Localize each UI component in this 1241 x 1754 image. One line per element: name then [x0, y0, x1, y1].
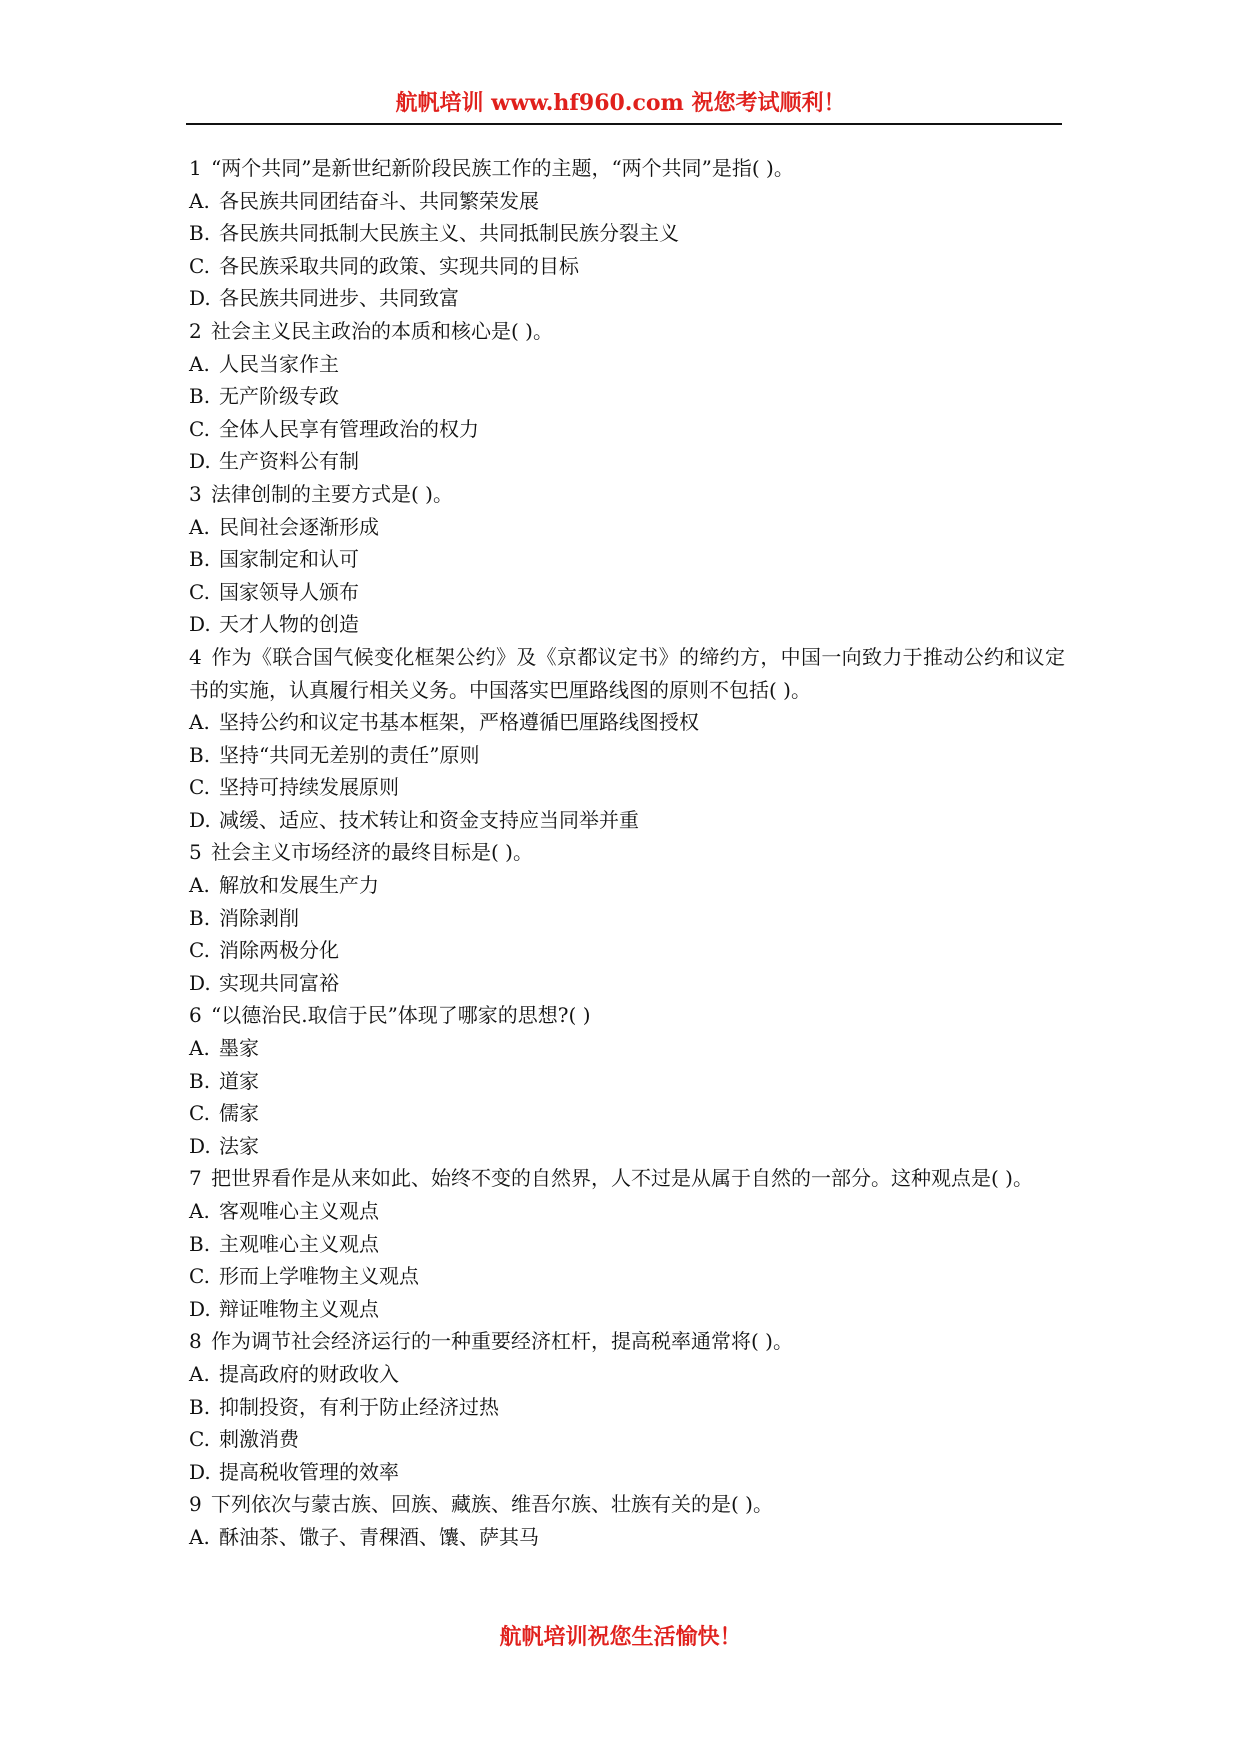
- question-5: [189, 836, 1065, 999]
- question-text: [189, 999, 1065, 1032]
- question-8: [189, 1325, 1065, 1488]
- option-b: [189, 739, 1065, 772]
- option-text: 墨家: [219, 1036, 259, 1061]
- option-letter: D.: [189, 449, 211, 474]
- question-number: 3: [189, 481, 202, 506]
- option-letter: B.: [189, 1394, 211, 1419]
- option-d: [189, 1130, 1065, 1163]
- option-b: [189, 1391, 1065, 1424]
- option-a: [189, 511, 1065, 544]
- option-a: [189, 869, 1065, 902]
- option-letter: B.: [189, 1231, 211, 1256]
- question-stem: 下列依次与蒙古族、回族、藏族、维吾尔族、壮族有关的是( )。: [211, 1492, 773, 1517]
- option-c: [189, 771, 1065, 804]
- option-text: 国家制定和认可: [219, 547, 359, 572]
- option-letter: D.: [189, 1459, 211, 1484]
- option-letter: C.: [189, 938, 210, 963]
- option-text: 各民族共同抵制大民族主义、共同抵制民族分裂主义: [219, 221, 679, 246]
- option-c: [189, 1260, 1065, 1293]
- question-number: 7: [189, 1166, 202, 1191]
- question-number: 8: [189, 1329, 202, 1354]
- option-text: 刺激消费: [219, 1427, 299, 1452]
- option-letter: C.: [189, 253, 210, 278]
- option-text: 消除两极分化: [219, 938, 339, 963]
- option-text: 坚持公约和议定书基本框架，严格遵循巴厘路线图授权: [219, 710, 699, 735]
- option-text: 坚持可持续发展原则: [219, 775, 399, 800]
- option-letter: D.: [189, 1133, 211, 1158]
- option-letter: C.: [189, 1427, 210, 1452]
- question-stem: 作为调节社会经济运行的一种重要经济杠杆，提高税率通常将( )。: [211, 1329, 793, 1354]
- option-text: 酥油茶、馓子、青稞酒、馕、萨其马: [219, 1524, 539, 1549]
- option-b: [189, 902, 1065, 935]
- question-number: 5: [189, 840, 202, 865]
- question-stem: 法律创制的主要方式是( )。: [211, 481, 453, 506]
- option-letter: D.: [189, 286, 211, 311]
- question-text: [189, 478, 1065, 511]
- option-b: [189, 380, 1065, 413]
- option-d: [189, 967, 1065, 1000]
- option-text: 民间社会逐渐形成: [219, 514, 379, 539]
- option-letter: A.: [189, 1036, 210, 1061]
- option-c: [189, 250, 1065, 283]
- option-b: [189, 543, 1065, 576]
- question-2: [189, 315, 1065, 478]
- option-letter: C.: [189, 1264, 210, 1289]
- option-text: 提高政府的财政收入: [219, 1361, 399, 1386]
- question-stem: “两个共同”是新世纪新阶段民族工作的主题，“两个共同”是指( )。: [211, 156, 794, 180]
- option-text: 实现共同富裕: [219, 970, 339, 995]
- question-stem: 作为《联合国气候变化框架公约》及《京都议定书》的缔约方，中国一向致力于推动公约和议定书的实施，认真履行相关义务。中国落实巴厘路线图的原则不包括( )。: [189, 644, 1065, 702]
- option-c: [189, 1097, 1065, 1130]
- header-divider: [186, 123, 1062, 125]
- option-c: [189, 1423, 1065, 1456]
- option-d: [189, 804, 1065, 837]
- option-d: [189, 1293, 1065, 1326]
- option-text: 解放和发展生产力: [219, 873, 379, 898]
- question-3: [189, 478, 1065, 641]
- option-text: 各民族采取共同的政策、实现共同的目标: [219, 253, 579, 278]
- option-letter: C.: [189, 579, 210, 604]
- option-text: 各民族共同团结奋斗、共同繁荣发展: [219, 188, 539, 213]
- option-letter: A.: [189, 514, 210, 539]
- question-list: [189, 152, 1065, 1554]
- page-header: 航帆培训 www.hf960.com 祝您考试顺利！: [395, 90, 846, 116]
- question-9: [189, 1488, 1065, 1553]
- option-text: 国家领导人颁布: [219, 579, 359, 604]
- option-text: 人民当家作主: [219, 351, 339, 376]
- option-letter: B.: [189, 742, 211, 767]
- option-letter: D.: [189, 612, 211, 637]
- question-number: 1: [189, 156, 202, 180]
- option-letter: A.: [189, 873, 210, 898]
- question-number: 9: [189, 1492, 202, 1517]
- option-letter: D.: [189, 807, 211, 832]
- question-4: [189, 641, 1065, 837]
- option-text: 客观唯心主义观点: [219, 1199, 379, 1223]
- question-text: [189, 1162, 1065, 1195]
- option-letter: B.: [189, 1068, 211, 1093]
- option-text: 生产资料公有制: [219, 449, 359, 474]
- question-stem: 社会主义市场经济的最终目标是( )。: [211, 840, 533, 865]
- option-text: 道家: [219, 1068, 259, 1093]
- option-b: [189, 217, 1065, 250]
- question-7: [189, 1162, 1065, 1325]
- option-a: [189, 706, 1065, 739]
- option-text: 提高税收管理的效率: [219, 1459, 399, 1484]
- option-text: 形而上学唯物主义观点: [219, 1264, 419, 1289]
- option-letter: B.: [189, 221, 211, 246]
- option-letter: A.: [189, 351, 210, 376]
- question-text: [189, 1488, 1065, 1521]
- page-footer: 航帆培训祝您生活愉快！: [499, 1624, 742, 1650]
- question-number: 4: [189, 644, 202, 669]
- option-c: [189, 576, 1065, 609]
- question-stem: “以德治民.取信于民”体现了哪家的思想?( ): [211, 1003, 591, 1028]
- option-a: [189, 1032, 1065, 1065]
- question-text: [189, 1325, 1065, 1358]
- question-text: [189, 641, 1065, 706]
- option-letter: A.: [189, 188, 210, 213]
- option-a: [189, 348, 1065, 381]
- option-letter: B.: [189, 384, 211, 409]
- question-text: [189, 836, 1065, 869]
- option-a: [189, 1195, 1065, 1228]
- option-letter: B.: [189, 547, 211, 572]
- option-text: 天才人物的创造: [219, 612, 359, 637]
- option-text: 各民族共同进步、共同致富: [219, 286, 459, 311]
- question-number: 6: [189, 1003, 202, 1028]
- option-a: [189, 1521, 1065, 1554]
- option-text: 抑制投资，有利于防止经济过热: [219, 1394, 499, 1419]
- option-letter: D.: [189, 970, 211, 995]
- option-b: [189, 1228, 1065, 1261]
- question-6: [189, 999, 1065, 1162]
- option-d: [189, 1456, 1065, 1489]
- option-text: 辩证唯物主义观点: [219, 1296, 379, 1321]
- option-text: 减缓、适应、技术转让和资金支持应当同举并重: [219, 807, 639, 832]
- option-text: 全体人民享有管理政治的权力: [219, 416, 479, 441]
- option-letter: A.: [189, 1361, 210, 1386]
- option-letter: B.: [189, 905, 211, 930]
- option-letter: D.: [189, 1296, 211, 1321]
- option-d: [189, 608, 1065, 641]
- question-1: [189, 152, 1065, 315]
- option-letter: C.: [189, 1101, 210, 1126]
- option-a: [189, 185, 1065, 218]
- option-text: 坚持“共同无差别的责任”原则: [219, 742, 480, 767]
- question-stem: 社会主义民主政治的本质和核心是( )。: [211, 318, 553, 343]
- option-letter: A.: [189, 710, 210, 735]
- option-text: 儒家: [219, 1101, 259, 1126]
- option-letter: A.: [189, 1199, 210, 1223]
- option-text: 消除剥削: [219, 905, 299, 930]
- question-text: [189, 152, 1065, 185]
- option-c: [189, 413, 1065, 446]
- option-text: 主观唯心主义观点: [219, 1231, 379, 1256]
- option-letter: C.: [189, 775, 210, 800]
- option-text: 法家: [219, 1133, 259, 1158]
- question-number: 2: [189, 318, 202, 343]
- option-d: [189, 282, 1065, 315]
- question-stem: 把世界看作是从来如此、始终不变的自然界，人不过是从属于自然的一部分。这种观点是( )。: [211, 1166, 1033, 1191]
- option-c: [189, 934, 1065, 967]
- option-b: [189, 1065, 1065, 1098]
- option-d: [189, 445, 1065, 478]
- option-a: [189, 1358, 1065, 1391]
- option-text: 无产阶级专政: [219, 384, 339, 409]
- question-text: [189, 315, 1065, 348]
- option-letter: C.: [189, 416, 210, 441]
- option-letter: A.: [189, 1524, 210, 1549]
